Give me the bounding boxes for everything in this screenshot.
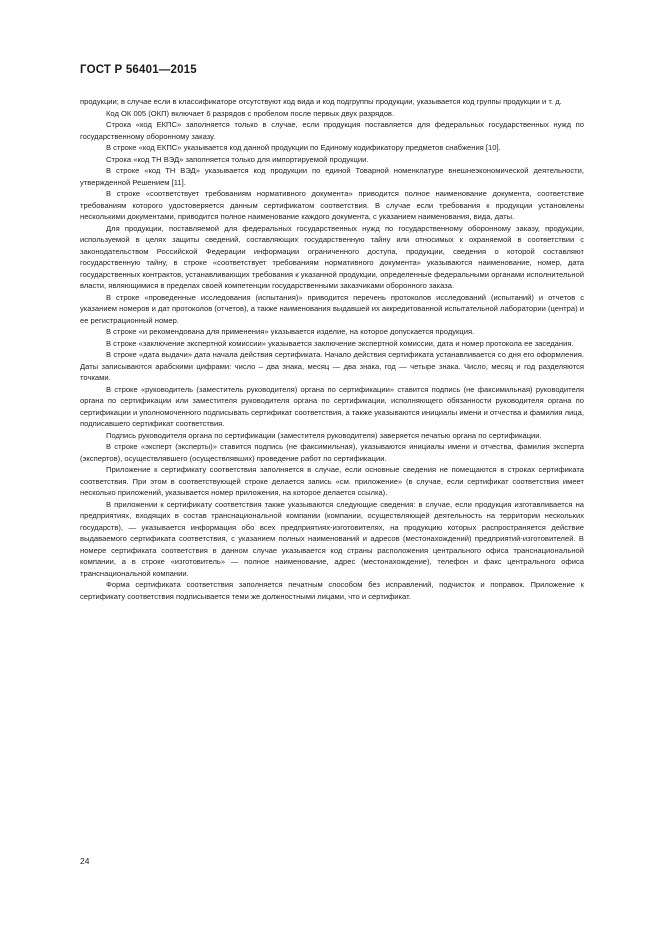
paragraph-15: В строке «эксперт (эксперты)» ставится подпись (не факсимильная), указываются инициалы имени и отчества, фамилия эксперта (экспертов), осуществлявшего (осуществлявших) проведение работ по сертификации. (80, 442, 584, 463)
paragraph-18: Форма сертификата соответствия заполняется печатным способом без исправлений, подчисток и поправок. Приложение к сертификату соответствия подписывается теми же должностными лицами, что и сертификат. (80, 580, 584, 601)
paragraph-10: В строке «и рекомендована для применения» указывается изделие, на которое допускается продукция. (106, 327, 475, 336)
paragraph-7: В строке «соответствует требованиям нормативного документа» приводится полное наименование документа, соответствие требованиям которого удостоверяется данным сертификатом соответствия. В случае если требования к продукции установлены несколькими документами, приводится полное наименование каждого документа, с указанием наименования, вида, даты. (80, 189, 584, 221)
document-id-header: ГОСТ Р 56401—2015 (80, 64, 197, 76)
paragraph-4: В строке «код ЕКПС» указывается код данной продукции по Единому кодификатору предметов снабжения [10]. (106, 143, 501, 152)
paragraph-14: Подпись руководителя органа по сертификации (заместителя руководителя) заверяется печатью органа по сертификации. (106, 430, 542, 440)
paragraph-12: В строке «дата выдачи» дата начала действия сертификата. Начало действия сертификата устанавливается со дня его оформления. Даты записываются арабскими цифрами: число – два знака, месяц — два знака, год — четыре знака. Число, месяц и год разделяются точками. (80, 350, 584, 382)
paragraph-11: В строке «заключение экспертной комиссии» указывается заключение экспертной комиссии, дата и номер протокола ее заседания. (106, 338, 574, 348)
paragraph-8: Для продукции, поставляемой для федеральных государственных нужд по государственному оборонному заказу, продукции, используемой в целях защиты сведений, составляющих государственную тайну или относимых к охраняемой в соответствии с законодательством Российской Федерации информации ограниченного доступа, продукции, сведения о которой составляют государственную тайну, в строке «соответствует требованиям нормативного документа» указываются наименование, номер, дата государственных контрактов, устанавливающих требования к указанной продукции, определенные федеральными органами исполнительной власти, являющимися в пределах своей компетенции государственными заказчиками оборонного заказа. (80, 223, 584, 290)
paragraph-5: Строка «код ТН ВЭД» заполняется только для импортируемой продукции. (106, 154, 369, 164)
paragraph-9: В строке «проведенные исследования (испытания)» приводится перечень протоколов исследований (испытаний) и отчетов с указанием номеров и дат протоколов (отчетов), а также наименования выдавшей их аккредитованной испытательной лаборатории (центра) и ее регистрационный номер. (80, 292, 584, 325)
paragraph-1: продукции; в случае если в классификаторе отсутствуют код вида и код подгруппы продукции, указывается код группы продукции и т. д. (80, 97, 562, 106)
page-number: 24 (80, 856, 90, 866)
paragraph-3: Строка «код ЕКПС» заполняется только в случае, если продукция поставляется для федеральных государственных нужд по государственному оборонному заказу. (80, 120, 584, 141)
paragraph-17: В приложении к сертификату соответствия также указываются следующие сведения: в случае, если продукция изготавливается на предприятиях, входящих в состав транснациональной компании (компании, осуществляющей деятельность на территории нескольких государств), — указывается информация обо всех предприятиях-изготовителях, на продукцию которых распространяется действие выдаваемого сертификата соответствия, с указанием полных наименований и адресов (местонахождений) предприятий-изготовителей. В номере сертификата соответствия в данном случае указывается код страны расположения центрального офиса транснациональной компании, а в строке «изготовитель» — полное наименование, адрес (местонахождение), телефон и факс центрального офиса транснациональной компании. (80, 499, 584, 578)
paragraph-13: В строке «руководитель (заместитель руководителя) органа по сертификации» ставится подпись (не факсимильная) руководителя органа по сертификации или заместителя руководителя органа по сертификации, исполняющего обязанности руководителя органа по сертификации и уполномоченного подписывать сертификат соответствия, а также указываются инициалы имени и отчества и фамилия лица, подписавшего сертификат соответствия. (80, 384, 584, 428)
document-body (80, 96, 584, 602)
paragraph-16: Приложение к сертификату соответствия заполняется в случае, если основные сведения не помещаются в строках сертификата соответствия. При этом в соответствующей строке делается запись «см. приложение» (в случае, если сертификат соответствия имеет несколько приложений, указывается номер приложения, на которое делается ссылка). (80, 465, 584, 497)
paragraph-6: В строке «код ТН ВЭД» указывается код продукции по единой Товарной номенклатуре внешнеэкономической деятельности, утвержденной Решением [11]. (80, 166, 584, 187)
paragraph-2: Код ОК 005 (ОКП) включает 6 разрядов с пробелом после первых двух разрядов. (106, 108, 395, 118)
